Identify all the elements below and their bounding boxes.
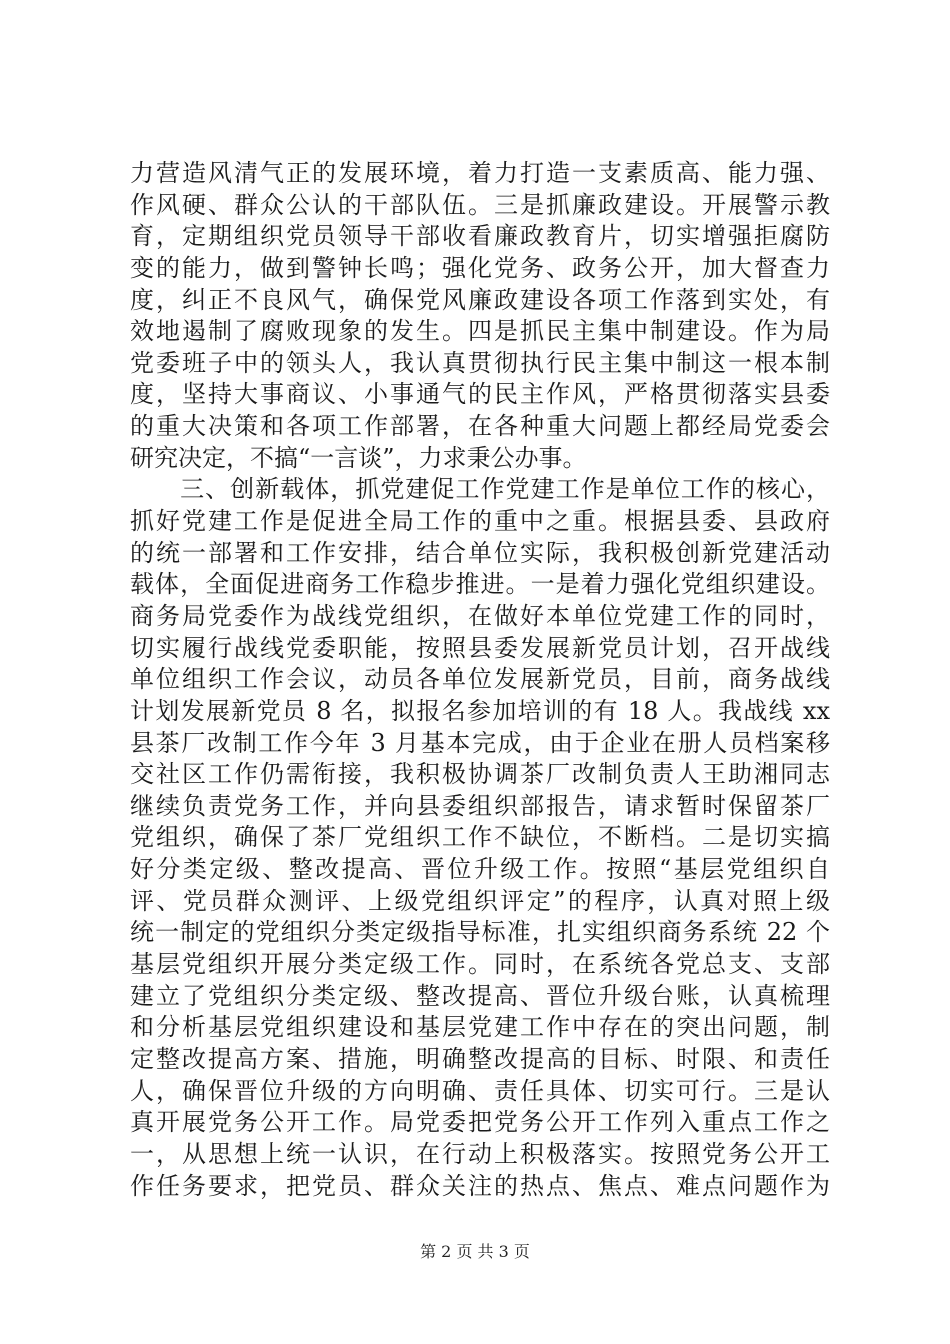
text-line: 评、党员群众测评、上级党组织评定”的程序，认真对照上级 — [130, 886, 830, 915]
document-body — [130, 158, 830, 1202]
text-line: 的统一部署和工作安排，结合单位实际，我积极创新党建活动 — [130, 538, 830, 567]
text-line: 作风硬、群众公认的干部队伍。三是抓廉政建设。开展警示教 — [130, 190, 830, 219]
text-line: 基层党组织开展分类定级工作。同时，在系统各党总支、支部 — [130, 950, 830, 979]
text-line: 一，从思想上统一认识，在行动上积极落实。按照党务公开工 — [130, 1139, 830, 1168]
text-line: 好分类定级、整改提高、晋位升级工作。按照“基层党组织自 — [130, 855, 830, 884]
text-line: 县茶厂改制工作今年 3 月基本完成，由于企业在册人员档案移 — [130, 728, 830, 757]
text-line: 定整改提高方案、措施，明确整改提高的目标、时限、和责任 — [130, 1044, 830, 1073]
text-line: 度，坚持大事商议、小事通气的民主作风，严格贯彻落实县委 — [130, 380, 830, 409]
text-line: 人，确保晋位升级的方向明确、责任具体、切实可行。三是认 — [130, 1076, 830, 1105]
text-line: 党委班子中的领头人，我认真贯彻执行民主集中制这一根本制 — [130, 348, 830, 377]
text-line: 继续负责党务工作，并向县委组织部报告，请求暂时保留茶厂 — [130, 791, 830, 820]
text-line: 党组织，确保了茶厂党组织工作不缺位，不断档。二是切实搞 — [130, 823, 830, 852]
text-line: 效地遏制了腐败现象的发生。四是抓民主集中制建设。作为局 — [130, 317, 830, 346]
text-line: 研究决定，不搞“一言谈”，力求秉公办事。 — [130, 443, 587, 472]
text-line: 真开展党务公开工作。局党委把党务公开工作列入重点工作之 — [130, 1108, 830, 1137]
text-line: 统一制定的党组织分类定级指导标准，扎实组织商务系统 22 个 — [130, 918, 830, 947]
text-line: 变的能力，做到警钟长鸣；强化党务、政务公开，加大督查力 — [130, 253, 830, 282]
text-line: 建立了党组织分类定级、整改提高、晋位升级台账，认真梳理 — [130, 981, 830, 1010]
text-line: 力营造风清气正的发展环境，着力打造一支素质高、能力强、 — [130, 159, 830, 187]
text-line: 度，纠正不良风气，确保党风廉政建设各项工作落到实处，有 — [130, 285, 830, 314]
text-line: 单位组织工作会议，动员各单位发展新党员，目前，商务战线 — [130, 665, 830, 694]
text-line: 抓好党建工作是促进全局工作的重中之重。根据县委、县政府 — [130, 507, 830, 536]
text-line: 商务局党委作为战线党组织，在做好本单位党建工作的同时， — [130, 601, 830, 630]
text-line: 和分析基层党组织建设和基层党建工作中存在的突出问题，制 — [130, 1013, 830, 1042]
text-line: 切实履行战线党委职能，按照县委发展新党员计划，召开战线 — [130, 633, 830, 662]
text-line: 三、创新载体，抓党建促工作党建工作是单位工作的核心， — [130, 475, 830, 504]
text-line: 载体，全面促进商务工作稳步推进。一是着力强化党组织建设。 — [130, 570, 830, 599]
text-line: 育，定期组织党员领导干部收看廉政教育片，切实增强拒腐防 — [130, 222, 830, 251]
text-line: 计划发展新党员 8 名，拟报名参加培训的有 18 人。我战线 xx — [130, 696, 830, 725]
text-line: 交社区工作仍需衔接，我积极协调茶厂改制负责人王助湘同志 — [130, 760, 830, 789]
text-line: 作任务要求，把党员、群众关注的热点、焦点、难点问题作为 — [130, 1171, 830, 1200]
text-line: 的重大决策和各项工作部署，在各种重大问题上都经局党委会 — [130, 412, 830, 441]
page-footer: 第 2 页 共 3 页 — [420, 1242, 530, 1261]
